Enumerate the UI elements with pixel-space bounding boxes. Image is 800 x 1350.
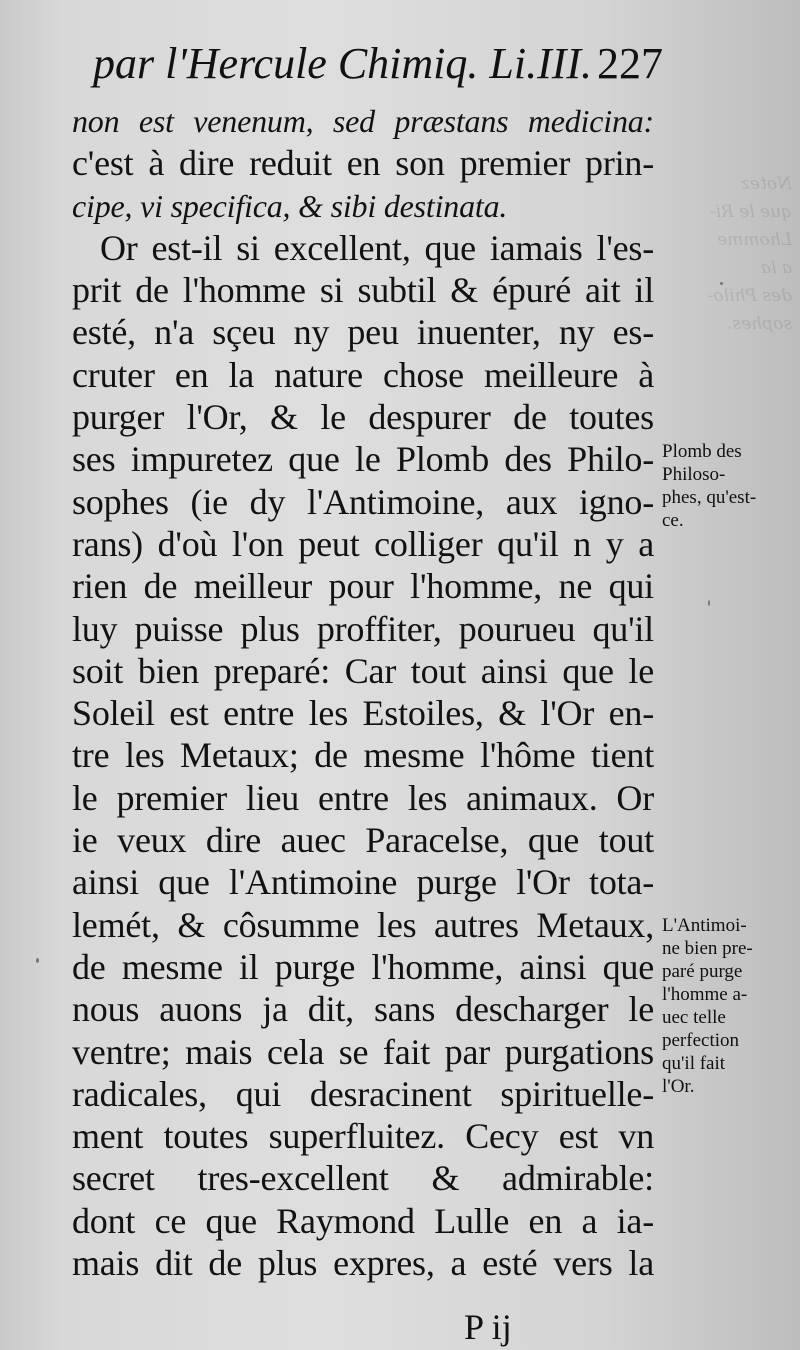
- text-line: de mesme il purge l'homme, ainsi que: [72, 946, 654, 987]
- text-line: cipe, vi specifica, & sibi destinata.: [72, 187, 508, 224]
- margin-note-line: uec telle: [662, 1007, 726, 1028]
- margin-note-plomb: [662, 440, 797, 532]
- margin-note-line: l'Or.: [662, 1076, 695, 1097]
- margin-note-antimoine: [662, 914, 797, 1098]
- text-line: rien de meilleur pour l'homme, ne qui: [72, 566, 654, 607]
- text-line: purger l'Or, & le despurer de toutes: [72, 397, 654, 438]
- text-line: lemét, & côsumme les autres Metaux,: [72, 904, 654, 945]
- margin-note-line: perfection: [662, 1030, 740, 1051]
- body-text: [72, 100, 654, 1284]
- text-line: cruter en la nature chose meilleure à: [72, 354, 654, 395]
- text-line: soit bien preparé: Car tout ainsi que le: [72, 650, 654, 691]
- page-header: [93, 38, 673, 98]
- page-number: 227: [597, 39, 663, 88]
- text-line: ment toutes superfluitez. Cecy est vn: [72, 1116, 654, 1157]
- text-line: ventre; mais cela se fait par purgations: [72, 1031, 654, 1072]
- text-line: ainsi que l'Antimoine purge l'Or tota-: [72, 862, 654, 903]
- text-line: dont ce que Raymond Lulle en a ia-: [72, 1200, 654, 1241]
- text-line: radicales, qui desracinent spirituelle-: [72, 1073, 654, 1114]
- margin-note-line: qu'il fait: [662, 1053, 726, 1074]
- text-line: ie veux dire auec Paracelse, que tout: [72, 820, 654, 861]
- show-through-text: Notez que le Ri- Lhomme a la des Philo- sophes.: [707, 174, 792, 334]
- text-line: secret tres-excellent & admirable:: [72, 1158, 654, 1199]
- text-line: non est venenum, sed præstans medicina:: [72, 103, 654, 139]
- margin-note-line: Plomb des: [662, 441, 742, 462]
- running-title: par l'Hercule Chimiq. Li.III.: [93, 39, 593, 88]
- margin-note-line: phes, qu'est-: [662, 487, 757, 508]
- paper-speck: [720, 282, 723, 285]
- margin-note-line: l'homme a-: [662, 984, 748, 1005]
- margin-note-line: ce.: [662, 510, 684, 531]
- signature-mark: P ij: [464, 1307, 512, 1347]
- paper-speck: [36, 958, 39, 963]
- text-line: Or est-il si excellent, que iamais l'es-: [100, 227, 654, 268]
- text-line: c'est à dire reduit en son premier prin-: [72, 143, 654, 184]
- margin-note-line: Philoso-: [662, 464, 726, 485]
- text-line: le premier lieu entre les animaux. Or: [72, 777, 654, 818]
- text-line: luy puisse plus proffiter, pourueu qu'il: [72, 608, 654, 649]
- margin-note-line: paré purge: [662, 961, 743, 982]
- text-line: nous auons ja dit, sans descharger le: [72, 989, 654, 1030]
- text-line: rans) d'où l'on peut colliger qu'il n y a: [72, 523, 654, 564]
- text-line: mais dit de plus expres, a esté vers la: [72, 1243, 654, 1284]
- text-line: prit de l'homme si subtil & épuré ait il: [72, 270, 654, 311]
- paper-speck: [708, 600, 710, 606]
- margin-note-line: L'Antimoi-: [662, 915, 747, 936]
- text-line: sophes (ie dy l'Antimoine, aux igno-: [72, 481, 654, 522]
- text-line: ses impuretez que le Plomb des Philo-: [72, 439, 654, 480]
- text-line: tre les Metaux; de mesme l'hôme tient: [72, 735, 654, 776]
- text-line: esté, n'a sçeu ny peu inuenter, ny es-: [72, 312, 654, 353]
- margin-note-line: ne bien pre-: [662, 938, 753, 959]
- text-line: Soleil est entre les Estoiles, & l'Or en-: [72, 693, 654, 734]
